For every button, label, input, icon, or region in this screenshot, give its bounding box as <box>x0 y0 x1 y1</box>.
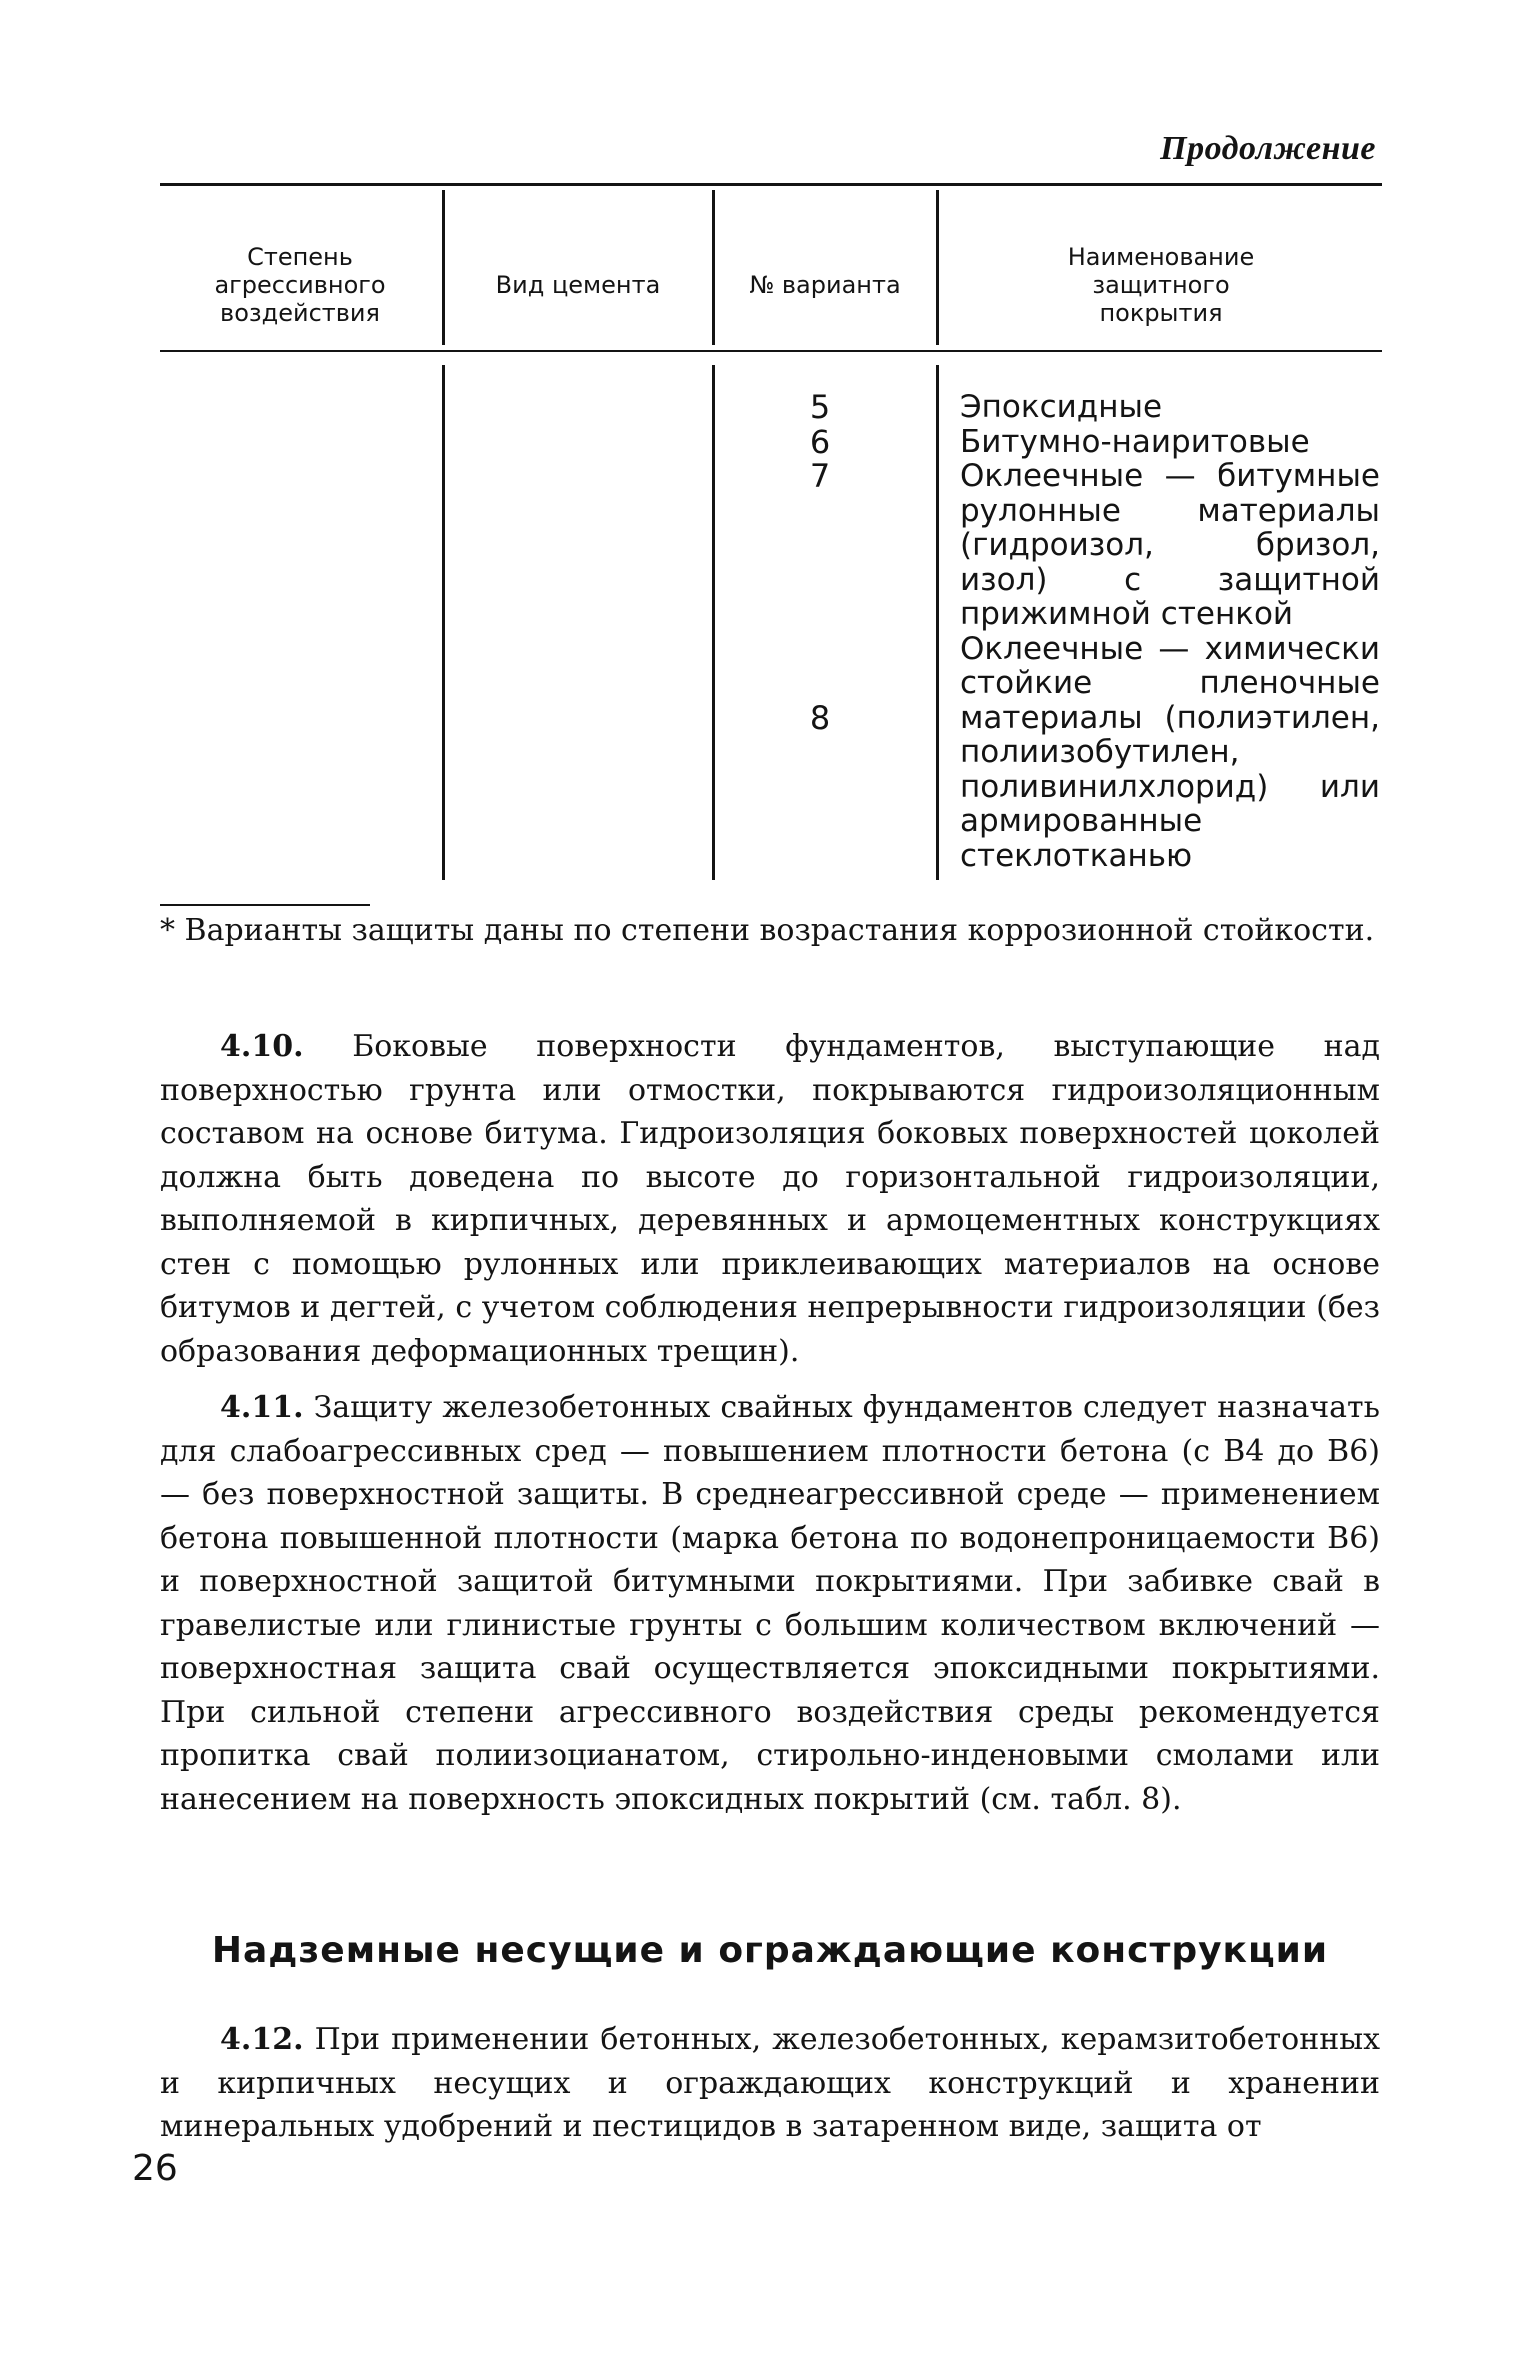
section-title: Надземные несущие и ограждающие конструкции <box>211 1930 1329 1971</box>
column-divider-2 <box>712 190 715 345</box>
paragraph-number: 4.11. <box>220 1390 304 1425</box>
table-footnote: * Варианты защиты даны по степени возрастания коррозионной стойкости. <box>160 913 1375 948</box>
column-divider-2-body <box>712 365 715 880</box>
paragraph-4-10 <box>160 1025 1380 1373</box>
coating-name: Оклеечные — битумные рулонные материалы (гидроизол, бризол, изол) с защитной прижимной стенкой <box>960 458 1380 632</box>
column-header-aggression: Степень агрессивного воздействия <box>214 243 386 327</box>
paragraph-number: 4.10. <box>220 1029 304 1064</box>
paragraph-text: При применении бетонных, железобетонных, керамзитобетонных и кирпичных несущих и ограждающих конструкций и хранении минеральных удобрений и пестицидов в затаренном виде, защита от <box>160 2022 1381 2144</box>
variant-number: 5 <box>809 388 831 426</box>
paragraph-text: Боковые поверхности фундаментов, выступающие над поверхностью грунта или отмостки, покрываются гидроизоляционным составом на основе битума. Гидроизоляция боковых поверхностей цоколей должна быть доведена по высоте до горизонтальной гидроизоляции, выполняемой в кирпичных, деревянных и армоцементных конструкциях стен с помощью рулонных или приклеивающих материалов на основе битумов и дегтей, с учетом соблюдения непрерывности гидроизоляции (без образования деформационных трещин). <box>160 1029 1380 1369</box>
page-number: 26 <box>132 2148 178 2189</box>
coating-column <box>960 390 1380 873</box>
column-divider-3-body <box>936 365 939 880</box>
coating-name: Эпоксидные <box>960 389 1163 425</box>
variant-number: 6 <box>809 422 831 461</box>
column-header-cement: Вид цемента <box>495 271 661 299</box>
table-top-rule <box>160 183 1382 186</box>
column-divider-1-body <box>442 365 445 880</box>
continued-label: Продолжение <box>1160 130 1376 167</box>
coating-name: Битумно-наиритовые <box>960 423 1310 460</box>
footnote-separator <box>160 904 370 906</box>
paragraph-number: 4.12. <box>220 2022 304 2057</box>
paragraph-text: Защиту железобетонных свайных фундаментов следует назначать для слабоагрессивных сред — повышением плотности бетона (с В4 до В6) — без поверхностной защиты. В среднеагрессивной среде — применением бетона повышенной плотности (марка бетона по водонепроницаемости В6) и поверхностной защитой битумными покрытиями. При забивке свай в гравелистые или глинистые грунты с большим количеством включений — поверхностная защита свай осуществляется эпоксидными покрытиями. При сильной степени агрессивного воздействия среды рекомендуется пропитка свай полиизоцианатом, стирольно-инденовыми смолами или нанесением на поверхность эпоксидных покрытий (см. табл. 8). <box>160 1390 1380 1817</box>
column-header-variant: № варианта <box>749 271 901 299</box>
variant-number: 7 <box>809 457 831 495</box>
variant-column <box>720 390 920 735</box>
paragraph-4-12 <box>160 2018 1380 2149</box>
column-divider-1 <box>442 190 445 345</box>
paragraph-4-11 <box>160 1386 1380 1821</box>
column-header-coating: Наименование защитного покрытия <box>1067 243 1255 327</box>
column-divider-3 <box>936 190 939 345</box>
variant-number: 8 <box>809 698 831 737</box>
coating-name: Оклеечные — химически стойкие пленочные материалы (полиэтилен, полиизобутилен, поливинилхлорид) или армированные стеклотканью <box>960 630 1380 874</box>
